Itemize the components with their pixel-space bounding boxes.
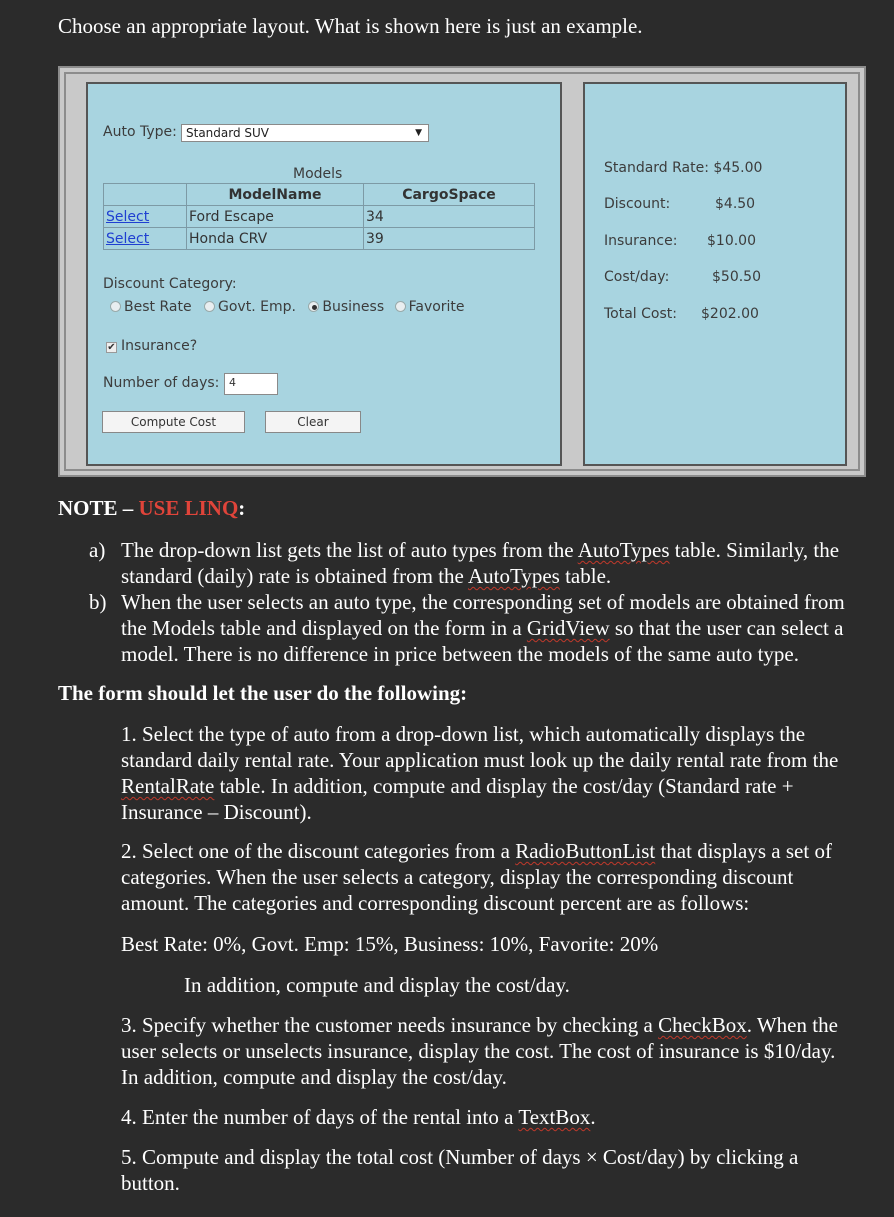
note-heading: NOTE – USE LINQ: [58, 496, 246, 520]
compute-cost-button[interactable]: Compute Cost [102, 411, 245, 433]
step-3: 3. Specify whether the customer needs insurance by checking a CheckBox. When the user selects or unselects insurance, display the cost. The cost of insurance is $10/day. In addition, compute and display the cost/day. [121, 1013, 838, 1089]
table-row [104, 206, 535, 228]
checkmark-icon: ✔ [107, 342, 116, 353]
discount-radio-list [110, 299, 465, 315]
grid-header-cargospace: CargoSpace [364, 184, 535, 206]
cost-day-label: Cost/day: [604, 269, 670, 285]
models-caption: Models [293, 166, 343, 182]
note-b-text: When the user selects an auto type, the corresponding set of models are obtained from the Models table and displayed on the form in a GridView so that the user can select a model. There is no difference in price between the models of the same auto type. [121, 590, 845, 666]
step-2-extra: In addition, compute and display the cost/day. [184, 973, 570, 997]
note-a-text: The drop-down list gets the list of auto types from the AutoTypes table. Similarly, the standard (daily) rate is obtained from the AutoTypes table. [121, 538, 840, 588]
instruction-text: Choose an appropriate layout. What is shown here is just an example. [58, 14, 643, 38]
grid-header-blank [104, 184, 187, 206]
radio-favorite[interactable]: Favorite [395, 299, 465, 315]
summary-panel [583, 82, 847, 466]
input-panel [86, 82, 562, 466]
grid-header-modelname: ModelName [187, 184, 364, 206]
cargo-space-cell: 34 [364, 206, 535, 228]
models-gridview [103, 183, 535, 250]
standard-rate-text: Standard Rate: $45.00 [604, 160, 763, 176]
step-2: 2. Select one of the discount categories from a RadioButtonList that displays a set of categories. When the user selects a category, display the corresponding discount amount. The categories and corresponding discount percent are as follows: [121, 839, 832, 915]
discount-label: Discount: [604, 196, 671, 212]
form-requirements-heading: The form should let the user do the following: [58, 681, 468, 705]
discount-category-label: Discount Category: [103, 276, 237, 292]
clear-button[interactable]: Clear [265, 411, 361, 433]
dropdown-arrow-icon: ▼ [415, 128, 422, 138]
radio-icon [204, 301, 215, 312]
cargo-space-cell: 39 [364, 228, 535, 250]
select-link[interactable]: Select [106, 208, 150, 225]
select-link[interactable]: Select [106, 230, 150, 247]
radio-icon [110, 301, 121, 312]
radio-best-rate[interactable]: Best Rate [110, 299, 192, 315]
table-row [104, 228, 535, 250]
note-b-marker: b) [89, 590, 107, 614]
auto-type-dropdown[interactable] [181, 124, 429, 142]
discount-value: $4.50 [715, 196, 756, 212]
total-cost-value: $202.00 [701, 306, 759, 322]
total-cost-label: Total Cost: [604, 306, 677, 322]
model-name-cell: Ford Escape [187, 206, 364, 228]
discount-rates-text: Best Rate: 0%, Govt. Emp: 15%, Business: 10%, Favorite: 20% [121, 932, 659, 956]
radio-business[interactable]: Business [308, 299, 384, 315]
days-textbox[interactable]: 4 [224, 373, 278, 395]
radio-govt-emp[interactable]: Govt. Emp. [204, 299, 296, 315]
step-1: 1. Select the type of auto from a drop-down list, which automatically displays the standard daily rental rate. Your application must look up the daily rental rate from the RentalRate table. In addition, compute and display the cost/day (Standard rate + Insurance – Discount). [121, 722, 839, 824]
auto-type-label: Auto Type: [103, 124, 177, 140]
step-5: 5. Compute and display the total cost (Number of days × Cost/day) by clicking a button. [121, 1145, 799, 1195]
insurance-label: Insurance: [604, 233, 678, 249]
note-a-marker: a) [89, 538, 106, 562]
cost-day-value: $50.50 [712, 269, 761, 285]
auto-type-value: Standard SUV [186, 126, 270, 140]
days-label: Number of days: [103, 375, 220, 391]
radio-selected-icon [308, 301, 319, 312]
model-name-cell: Honda CRV [187, 228, 364, 250]
step-4: 4. Enter the number of days of the rental into a TextBox. [121, 1105, 596, 1129]
insurance-value: $10.00 [707, 233, 756, 249]
radio-icon [395, 301, 406, 312]
insurance-checkbox[interactable]: ✔ Insurance? [107, 338, 198, 354]
